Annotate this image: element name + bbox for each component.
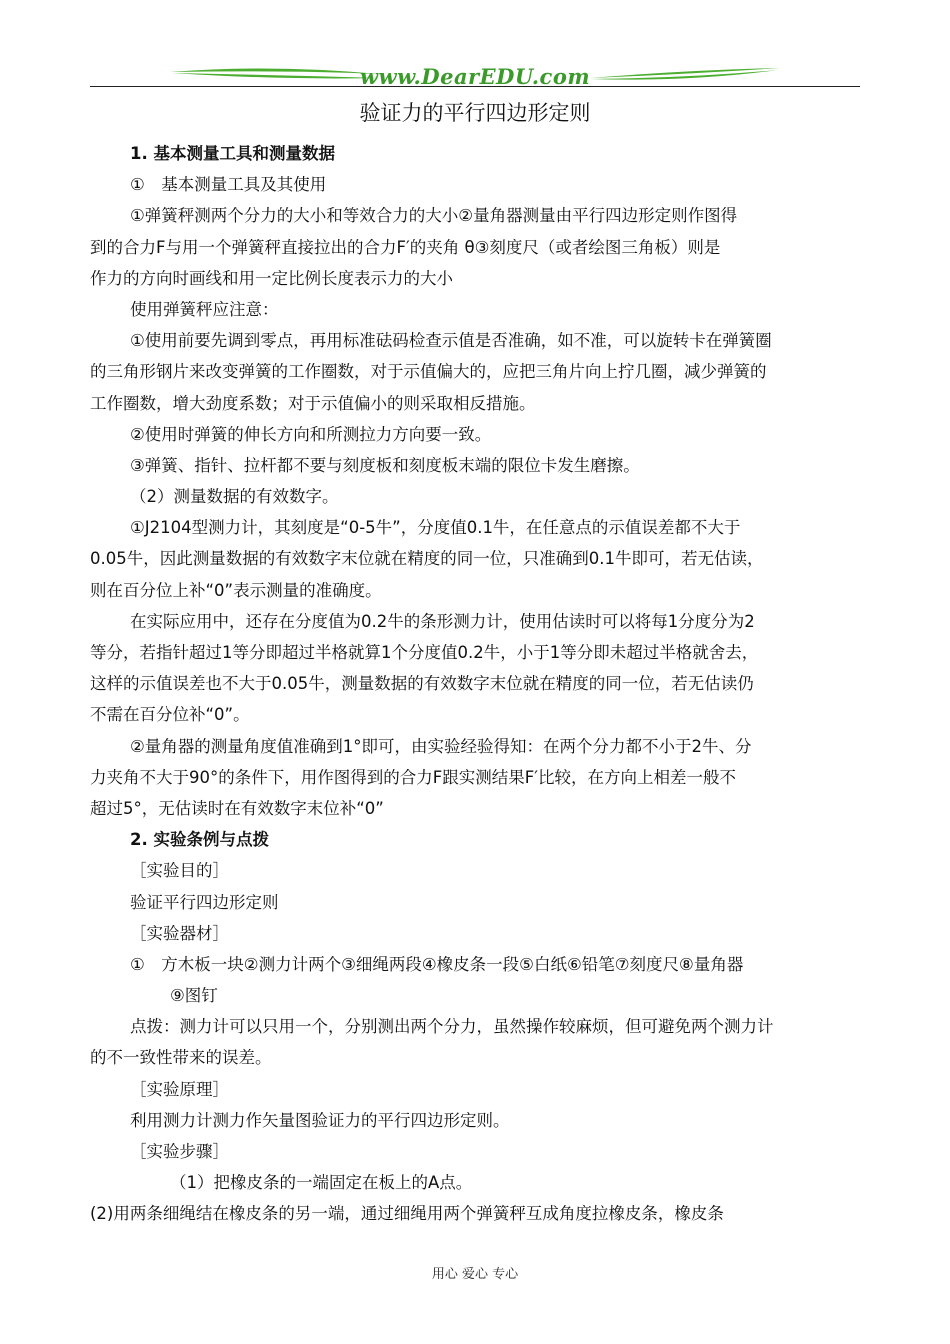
document-title: 验证力的平行四边形定则 [359,101,591,125]
paragraph-line: （2）测量数据的有效数字。 [130,487,339,507]
paragraph-line: 等分，若指针超过1等分即超过半格就算1个分度值0.2牛，小于1等分即未超过半格就舍去， [90,643,759,662]
paragraph-line: 使用弹簧秤应注意： [130,299,279,319]
paragraph-line: ①使用前要先调到零点，再用标准砝码检查示值是否准确，如不准，可以旋转卡在弹簧圈 [130,331,772,351]
paragraph-line: ⑨图钉 [170,986,218,1006]
site-logo: www.DearEDU.com [359,64,591,89]
paragraph-line: 不需在百分位补“0”。 [90,705,250,725]
paragraph-line: 的不一致性带来的误差。 [90,1048,272,1068]
page-footer: 用心 爱心 专心 [431,1267,519,1282]
paragraph-line: 则在百分位上补“0”表示测量的准确度。 [90,580,382,600]
paragraph-line: (2)用两条细绳结在橡皮条的另一端，通过细绳用两个弹簧秤互成角度拉橡皮条，橡皮条 [90,1204,724,1224]
paragraph-line: ①J2104型测力计，其刻度是“0-5牛”，分度值0.1牛，在任意点的示值误差都不大于 [130,518,741,538]
paragraph-line: 工作圈数，增大劲度系数；对于示值偏小的则采取相反措施。 [90,393,536,413]
bracket-heading: ［实验步骤］ [130,1142,229,1161]
paragraph-line: 作力的方向时画线和用一定比例长度表示力的大小 [90,268,453,288]
section-heading: 1. 基本测量工具和测量数据 [130,144,335,163]
document-body [90,138,860,1230]
subsection-heading: ① 基本测量工具及其使用 [130,175,327,195]
paragraph-line: 验证平行四边形定则 [130,892,279,912]
bracket-heading: ［实验目的］ [130,861,229,881]
paragraph-line: 利用测力计测力作矢量图验证力的平行四边形定则。 [130,1110,510,1130]
paragraph-line: 点拨：测力计可以只用一个，分别测出两个分力，虽然操作较麻烦，但可避免两个测力计 [130,1017,774,1037]
paragraph-line: 力夹角不大于90°的条件下，用作图得到的合力F跟实测结果F′比较，在方向上相差一般不 [90,767,736,787]
paragraph-line: 超过5°，无估读时在有效数字末位补“0” [90,798,384,818]
section-heading: 2. 实验条例与点拨 [130,830,269,850]
bracket-heading: ［实验原理］ [130,1079,229,1099]
paragraph-line: （1）把橡皮条的一端固定在板上的A点。 [170,1173,473,1193]
paragraph-line: 到的合力F与用一个弹簧秤直接拉出的合力F′的夹角 θ③刻度尺（或者绘图三角板）则是 [90,237,721,257]
paragraph-line: ①弹簧秤测两个分力的大小和等效合力的大小②量角器测量由平行四边形定则作图得 [130,206,738,226]
paragraph-line: ②量角器的测量角度值准确到1°即可，由实验经验得知：在两个分力都不小于2牛、分 [130,736,752,756]
bracket-heading: ［实验器材］ [130,923,229,943]
paragraph-line: ① 方木板一块②测力计两个③细绳两段④橡皮条一段⑤白纸⑥铅笔⑦刻度尺⑧量角器 [130,954,744,974]
paragraph-line: 0.05牛，因此测量数据的有效数字末位就在精度的同一位，只准确到0.1牛即可，若无估读， [90,549,764,569]
header-rule [90,86,860,87]
paragraph-line: ②使用时弹簧的伸长方向和所测拉力方向要一致。 [130,424,492,444]
paragraph-line: 的三角形钢片来改变弹簧的工作圈数，对于示值偏大的，应把三角片向上拧几圈，减少弹簧的 [90,362,767,382]
paragraph-line: ③弹簧、指针、拉杆都不要与刻度板和刻度板末端的限位卡发生磨擦。 [130,455,640,475]
paragraph-line: 这样的示值误差也不大于0.05牛，测量数据的有效数字末位就在精度的同一位，若无估读仍 [90,674,754,694]
paragraph-line: 在实际应用中，还存在分度值为0.2牛的条形测力计，使用估读时可以将每1分度分为2 [130,611,755,631]
